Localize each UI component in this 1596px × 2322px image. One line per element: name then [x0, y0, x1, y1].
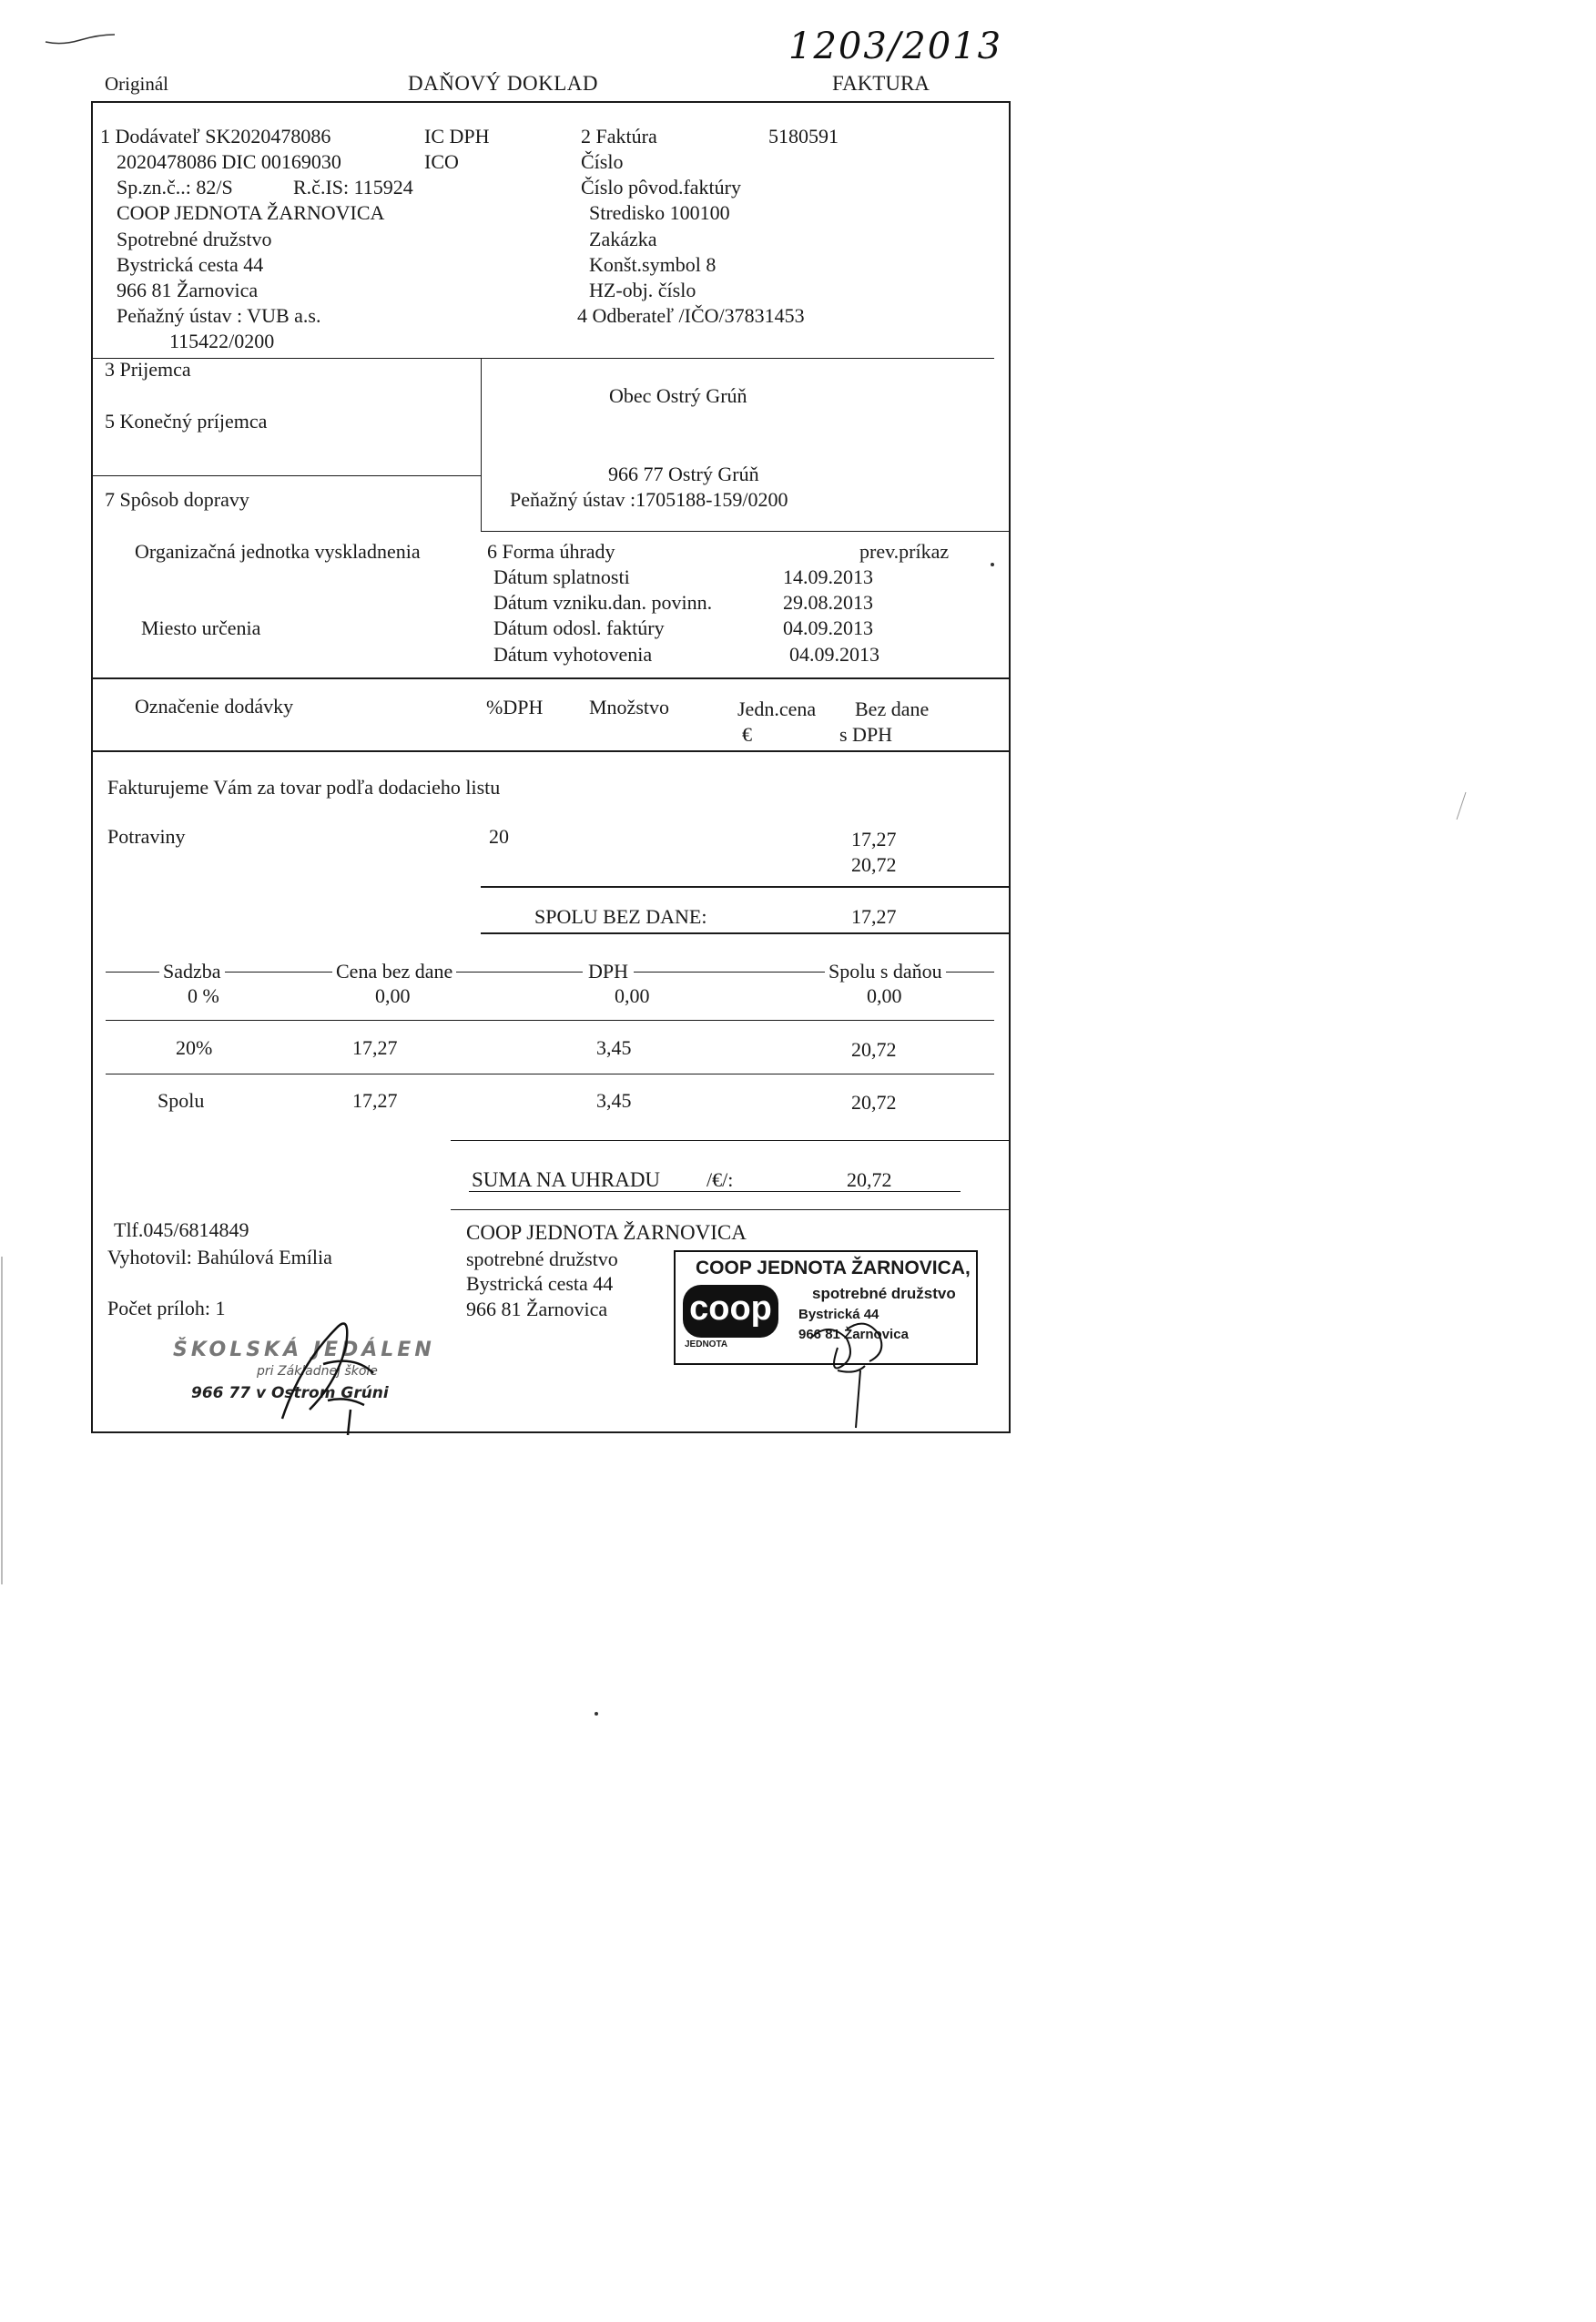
- spolu-bez-dane-value: 17,27: [851, 905, 897, 928]
- invoice-cislo-povod: Číslo pôvod.faktúry: [581, 176, 741, 199]
- doprava-label: 7 Spôsob dopravy: [105, 488, 249, 511]
- vat-row-dph: 3,45: [596, 1036, 632, 1059]
- supplier-line1: 1 Dodávateľ SK2020478086: [100, 125, 331, 148]
- supplier-dic: 2020478086 DIC 00169030: [117, 150, 341, 173]
- vat-col-dph: DPH: [583, 960, 634, 983]
- coop-stamp-title: COOP JEDNOTA ŽARNOVICA,: [696, 1258, 971, 1278]
- vat-row-spolu: 20,72: [851, 1038, 897, 1061]
- school-stamp-line3: 966 77 v Ostrom Grúni: [191, 1384, 389, 1402]
- school-stamp-line1: ŠKOLSKÁ JEDÁLEN: [173, 1339, 435, 1361]
- supplier-ico: ICO: [424, 150, 459, 173]
- vat-col-spolu: Spolu s daňou: [825, 960, 946, 983]
- invoice-number: 5180591: [768, 125, 839, 148]
- vat-row-dph: 0,00: [615, 984, 650, 1007]
- coop-stamp-type: spotrebné družstvo: [812, 1285, 956, 1302]
- items-col-s-dph: s DPH: [839, 723, 893, 746]
- org-unit-label: Organizačná jednotka vyskladnenia: [135, 540, 421, 563]
- payment-row-value: 04.09.2013: [783, 616, 873, 639]
- coop-stamp-street: Bystrická 44: [798, 1307, 879, 1322]
- konecny-prijemca-label: 5 Konečný príjemca: [105, 410, 268, 433]
- invoice-hz-obj: HZ-obj. číslo: [589, 279, 696, 301]
- payment-row-value: 29.08.2013: [783, 591, 873, 614]
- destination-label: Miesto určenia: [141, 616, 261, 639]
- footer-phone: Tlf.045/6814849: [114, 1218, 249, 1241]
- footer-company-type: spotrebné družstvo: [466, 1248, 618, 1270]
- invoice-konst-symbol: Konšt.symbol 8: [589, 253, 717, 276]
- items-col-jedn-cena: Jedn.cena: [737, 698, 817, 720]
- payment-row-value: 14.09.2013: [783, 565, 873, 588]
- footer-issued-by: Vyhotovil: Bahúlová Emília: [107, 1246, 332, 1268]
- payment-row-label: Dátum odosl. faktúry: [493, 616, 665, 639]
- original-label: Originál: [105, 73, 168, 95]
- items-col-oznacenie: Označenie dodávky: [135, 695, 294, 718]
- footer-city: 966 81 Žarnovica: [466, 1298, 608, 1320]
- vat-total-dph: 3,45: [596, 1089, 632, 1112]
- coop-stamp-city: 966 81 Žarnovica: [798, 1327, 909, 1342]
- vat-row-sadzba: 0 %: [188, 984, 219, 1007]
- vat-total-label: Spolu: [158, 1089, 205, 1112]
- customer-name: Obec Ostrý Grúň: [609, 384, 747, 407]
- invoice-label: 2 Faktúra: [581, 125, 657, 148]
- customer-ico: 4 Odberateľ /IČO/37831453: [577, 304, 805, 327]
- item-name: Potraviny: [107, 825, 186, 848]
- items-intro: Fakturujeme Vám za tovar podľa dodacieho listu: [107, 776, 501, 799]
- customer-city: 966 77 Ostrý Grúň: [608, 463, 759, 485]
- suma-value: 20,72: [847, 1168, 892, 1191]
- vat-total-spolu: 20,72: [851, 1091, 897, 1114]
- item-bez-dane: 17,27: [851, 828, 897, 850]
- items-col-currency: €: [742, 723, 752, 746]
- payment-row-label: Dátum splatnosti: [493, 565, 630, 588]
- supplier-type: Spotrebné družstvo: [117, 228, 272, 250]
- payment-row-label: Dátum vyhotovenia: [493, 643, 653, 666]
- items-col-bez-dane: Bez dane: [855, 698, 930, 720]
- items-col-mnozstvo: Množstvo: [589, 696, 669, 718]
- suma-label: SUMA NA UHRADU: [472, 1168, 661, 1191]
- coop-logo-text: coop: [689, 1289, 772, 1328]
- supplier-rcis: R.č.IS: 115924: [293, 176, 413, 199]
- invoice-zakazka: Zakázka: [589, 228, 657, 250]
- vat-row-sadzba: 20%: [176, 1036, 213, 1059]
- supplier-spzn: Sp.zn.č..: 82/S: [117, 176, 233, 199]
- vat-row-cena: 17,27: [352, 1036, 398, 1059]
- customer-bank: Peňažný ústav :1705188-159/0200: [510, 488, 788, 511]
- vat-row-spolu: 0,00: [867, 984, 902, 1007]
- supplier-account: 115422/0200: [169, 330, 275, 352]
- spolu-bez-dane-label: SPOLU BEZ DANE:: [534, 905, 707, 928]
- footer-attachments: Počet príloh: 1: [107, 1297, 226, 1319]
- footer-company: COOP JEDNOTA ŽARNOVICA: [466, 1221, 747, 1244]
- supplier-street: Bystrická cesta 44: [117, 253, 264, 276]
- supplier-name: COOP JEDNOTA ŽARNOVICA: [117, 201, 385, 224]
- payment-row-value: 04.09.2013: [789, 643, 879, 666]
- payment-row-label: Dátum vzniku.dan. povinn.: [493, 591, 713, 614]
- suma-currency: /€/:: [707, 1168, 734, 1191]
- vat-col-cena: Cena bez dane: [332, 960, 456, 983]
- items-col-dph: %DPH: [486, 696, 544, 718]
- invoice-cislo: Číslo: [581, 150, 624, 173]
- handwritten-invoice-number: 1203/2013: [788, 25, 1003, 67]
- vat-total-cena: 17,27: [352, 1089, 398, 1112]
- coop-logo-sub: JEDNOTA: [685, 1339, 728, 1349]
- supplier-city: 966 81 Žarnovica: [117, 279, 259, 301]
- forma-uhrady-value: prev.príkaz: [859, 540, 950, 563]
- vat-row-cena: 0,00: [375, 984, 411, 1007]
- vat-col-sadzba: Sadzba: [159, 960, 225, 983]
- item-s-dph: 20,72: [851, 853, 897, 876]
- document-title: DAŇOVÝ DOKLAD: [408, 72, 599, 95]
- prijemca-label: 3 Prijemca: [105, 358, 191, 381]
- item-rate: 20: [489, 825, 509, 848]
- school-stamp-line2: pri Základnej škole: [257, 1364, 378, 1379]
- supplier-ic-dph: IC DPH: [424, 125, 490, 148]
- forma-uhrady-label: 6 Forma úhrady: [487, 540, 615, 563]
- footer-street: Bystrická cesta 44: [466, 1272, 614, 1295]
- supplier-bank: Peňažný ústav : VUB a.s.: [117, 304, 321, 327]
- document-type: FAKTURA: [832, 72, 930, 95]
- invoice-stredisko: Stredisko 100100: [589, 201, 730, 224]
